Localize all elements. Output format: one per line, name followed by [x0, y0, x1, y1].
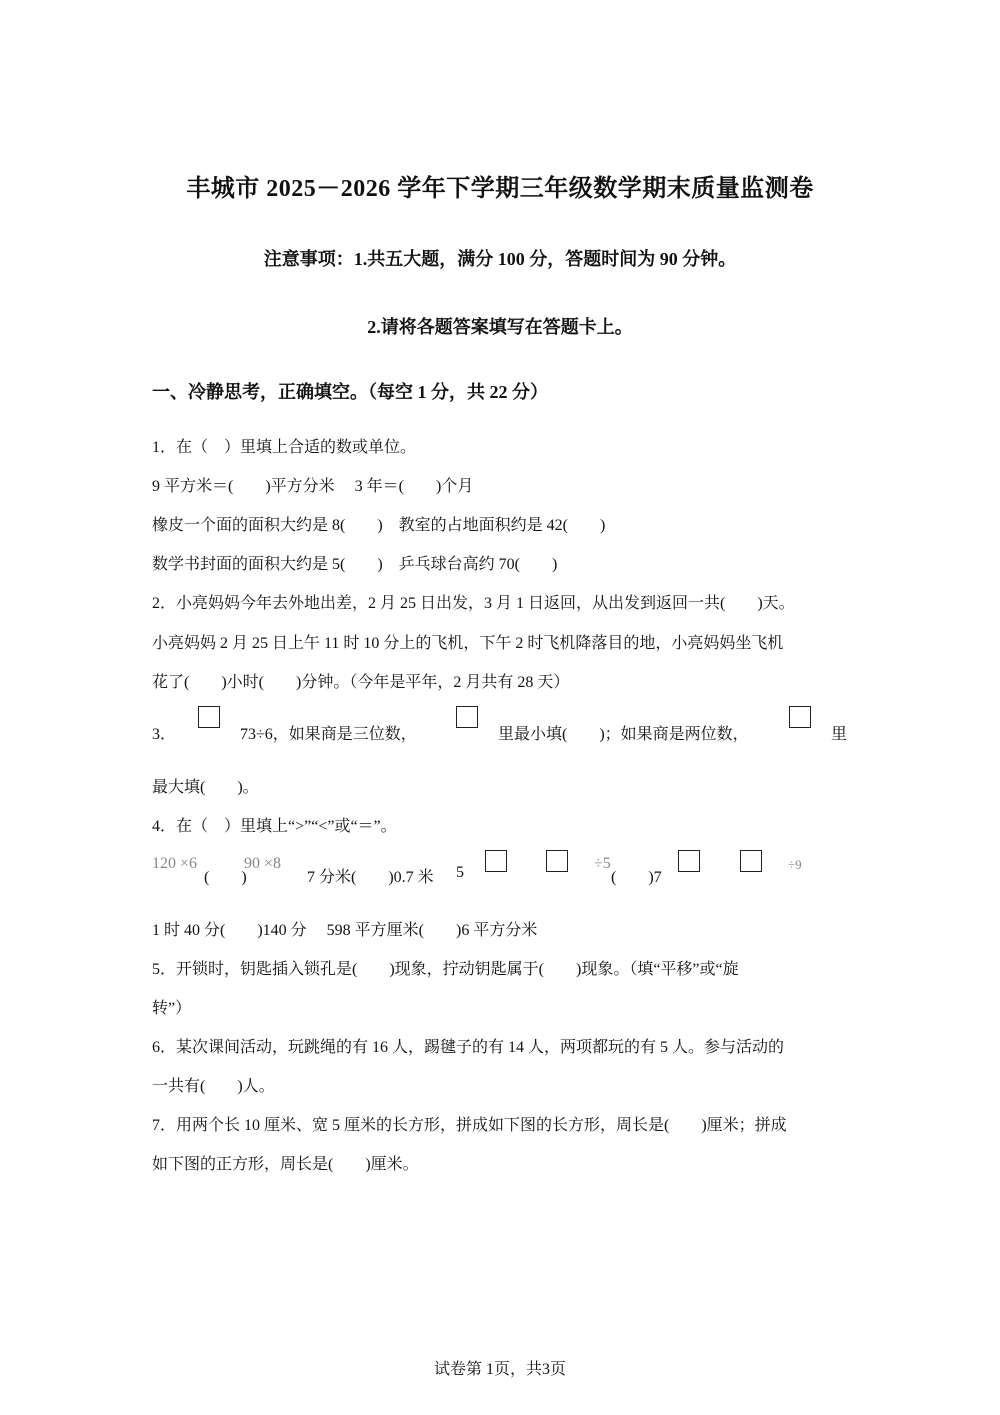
notice-line-2: 2.请将各题答案填写在答题卡上。 [367, 317, 633, 337]
q1-row-1: 9 平方米＝( )平方分米 3 年＝( )个月 [152, 478, 474, 495]
q6-line-2: 一共有( )人。 [152, 1078, 275, 1095]
q2-line-2: 小亮妈妈 2 月 25 日上午 11 时 10 分上的飞机，下午 2 时飞机降落目的地，小亮妈妈坐飞机 [152, 635, 784, 652]
q4-row-2: 1 时 40 分( )140 分 598 平方厘米( )6 平方分米 [152, 922, 538, 939]
q4-blank-box-1 [485, 850, 507, 872]
q7-line-1: 7．用两个长 10 厘米、宽 5 厘米的长方形，拼成如下图的长方形，周长是( )厘米；拼成 [152, 1117, 787, 1134]
q4-blank-box-2 [546, 850, 568, 872]
q3-number: 3． [152, 726, 177, 743]
q4-expr-120x6: 120 ×6 [152, 855, 198, 872]
q4-paren-2: ( )7 [611, 869, 662, 886]
q3-part-3: 里 [831, 726, 848, 743]
q3-line-2: 最大填( )。 [152, 779, 259, 796]
q4-blank-box-4 [740, 850, 762, 872]
q6-line-1: 6．某次课间活动，玩跳绳的有 16 人，踢毽子的有 14 人，两项都玩的有 5 人。参与活动的 [152, 1039, 785, 1056]
q5-line-2: 转”） [152, 1000, 192, 1017]
q4-paren-1: ( ) [204, 869, 247, 886]
q3-part-1: 73÷6，如果商是三位数， [240, 726, 417, 743]
q4-expr-90x8: 90 ×8 [244, 855, 282, 872]
q5-line-1: 5．开锁时，钥匙插入锁孔是( )现象，拧动钥匙属于( )现象。（填“平移”或“旋 [152, 961, 739, 978]
q2-line-3: 花了( )小时( )分钟。（今年是平年，2 月共有 28 天） [152, 674, 570, 691]
q1-stem: 1．在（ ）里填上合适的数或单位。 [152, 439, 417, 456]
q4-item-2: 7 分米( )0.7 米 [307, 869, 434, 886]
q3-blank-box-1 [198, 706, 220, 728]
q3-part-2: 里最小填( )；如果商是两位数， [498, 726, 749, 743]
q1-row-2: 橡皮一个面的面积大约是 8( ) 教室的占地面积约是 42( ) [152, 517, 606, 534]
q4-div-5: ÷5 [594, 855, 611, 872]
q2-line-1: 2．小亮妈妈今年去外地出差，2 月 25 日出发，3 月 1 日返回，从出发到返回一共( )天。 [152, 595, 795, 612]
q3-blank-box-3 [789, 706, 811, 728]
q4-five: 5 [456, 864, 464, 881]
q3-blank-box-2 [456, 706, 478, 728]
exam-title: 丰城市 2025－2026 学年下学期三年级数学期末质量监测卷 [186, 176, 814, 202]
q4-blank-box-3 [678, 850, 700, 872]
q4-stem: 4．在（ ）里填上“>”“<”或“＝”。 [152, 818, 397, 835]
q4-div-9: ÷9 [788, 857, 802, 872]
q1-row-3: 数学书封面的面积大约是 5( ) 乒乓球台高约 70( ) [152, 556, 558, 573]
q7-line-2: 如下图的正方形，周长是( )厘米。 [152, 1156, 419, 1173]
notice-line-1: 注意事项：1.共五大题，满分 100 分，答题时间为 90 分钟。 [263, 249, 737, 269]
section-1-heading: 一、冷静思考，正确填空。（每空 1 分，共 22 分） [152, 382, 548, 402]
page-footer: 试卷第 1页，共3页 [433, 1361, 566, 1378]
